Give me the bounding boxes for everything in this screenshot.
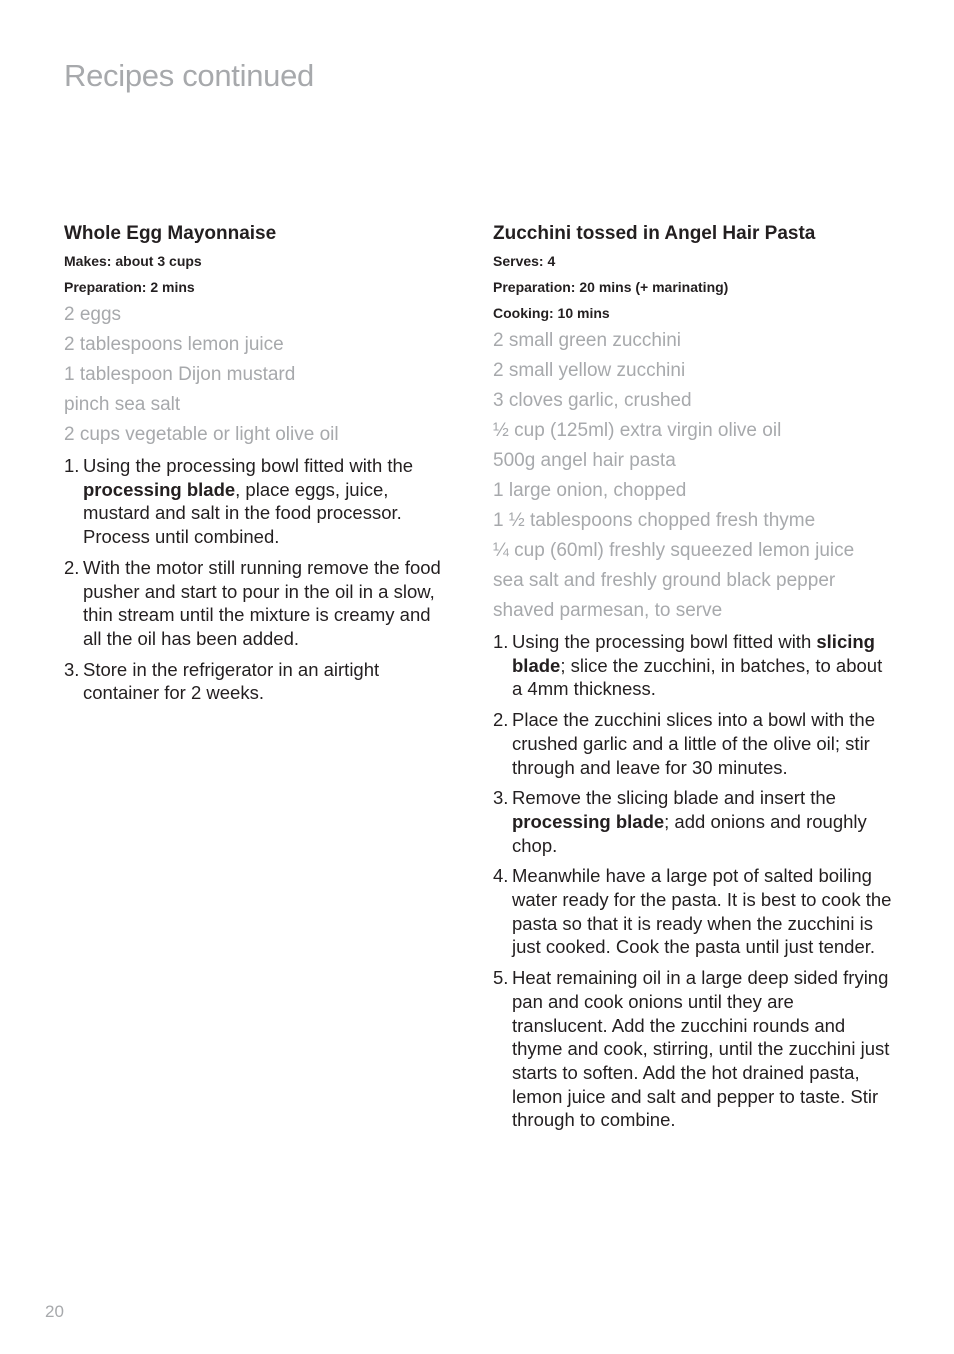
- method-steps: [493, 630, 893, 1132]
- recipe-prep-time: Preparation: 2 mins: [64, 279, 195, 295]
- step-text: Meanwhile have a large pot of salted boiling water ready for the pasta. It is best to cook the pasta so that it is ready when the zucchini is just cooked. Cook the pasta until just tender.: [512, 865, 892, 958]
- ingredient-item: shaved parmesan, to serve: [493, 600, 723, 621]
- recipe-yield: Makes: about 3 cups: [64, 253, 202, 269]
- method-step: [493, 786, 893, 857]
- step-number: 3.: [493, 787, 509, 809]
- step-number: 5.: [493, 967, 509, 989]
- ingredient-item: ½ cup (125ml) extra virgin olive oil: [493, 420, 782, 441]
- ingredient-list: [493, 326, 893, 626]
- method-step: [64, 658, 449, 705]
- recipe-prep-time: Preparation: 20 mins (+ marinating): [493, 279, 729, 295]
- ingredient-item: 1 tablespoon Dijon mustard: [64, 364, 296, 385]
- step-text: ; add onions and roughly chop.: [512, 810, 867, 856]
- step-text: With the motor still running remove the food pusher and start to pour in the oil in a slow, thin stream until the mixture is creamy and all the oil has been added.: [83, 556, 441, 649]
- step-text: Store in the refrigerator in an airtight container for 2 weeks.: [83, 658, 380, 704]
- page-title: Recipes continued: [64, 58, 314, 93]
- method-step: [64, 454, 449, 549]
- method-step: [493, 966, 893, 1132]
- ingredient-item: 2 cups vegetable or light olive oil: [64, 424, 339, 445]
- recipe-whole-egg-mayonnaise: [64, 222, 449, 712]
- step-text: Using the processing bowl fitted with: [512, 631, 817, 652]
- recipe-title: Whole Egg Mayonnaise: [64, 223, 277, 244]
- page-number: 20: [45, 1302, 64, 1321]
- ingredient-item: 2 tablespoons lemon juice: [64, 334, 284, 355]
- ingredient-item: sea salt and freshly ground black pepper: [493, 570, 836, 591]
- step-number: 4.: [493, 865, 509, 887]
- step-number: 1.: [493, 631, 509, 652]
- ingredient-item: 3 cloves garlic, crushed: [493, 390, 692, 411]
- step-number: 2.: [64, 556, 80, 578]
- method-step: [493, 708, 893, 779]
- recipe-serves: Serves: 4: [493, 253, 556, 269]
- step-text: Heat remaining oil in a large deep sided frying pan and cook onions until they are translucent. Add the zucchini rounds and thyme and cook, stirring, until the zucchini just starts to soften. Add the hot drained pasta, lemon juice and salt and pepper to taste. Stir through to combine.: [512, 967, 890, 1131]
- ingredient-item: 2 small green zucchini: [493, 330, 681, 351]
- ingredient-item: 1 large onion, chopped: [493, 480, 687, 501]
- recipe-cook-time: Cooking: 10 mins: [493, 305, 610, 321]
- step-text: , place eggs, juice, mustard and salt in the food processor. Process until combined.: [83, 478, 402, 548]
- recipe-zucchini-angel-hair-pasta: [493, 222, 893, 1139]
- method-step: [64, 556, 449, 651]
- recipe-title: Zucchini tossed in Angel Hair Pasta: [493, 223, 816, 244]
- step-text: Remove the slicing blade and insert the: [512, 787, 836, 809]
- ingredient-item: 1 ½ tablespoons chopped fresh thyme: [493, 510, 816, 531]
- method-step: [493, 864, 893, 959]
- step-number: 1.: [64, 455, 80, 476]
- ingredient-item: 500g angel hair pasta: [493, 450, 676, 471]
- ingredient-item: 2 small yellow zucchini: [493, 360, 686, 381]
- method-steps: [64, 454, 449, 705]
- ingredient-list: [64, 300, 449, 450]
- step-number: 3.: [64, 658, 80, 680]
- step-text: Place the zucchini slices into a bowl with the crushed garlic and a little of the olive oil; stir through and leave for 30 minutes.: [512, 709, 875, 778]
- ingredient-item: 2 eggs: [64, 304, 122, 325]
- step-number: 2.: [493, 709, 509, 731]
- ingredient-item: pinch sea salt: [64, 394, 181, 415]
- step-text: ; slice the zucchini, in batches, to about a 4mm thickness.: [512, 654, 883, 700]
- step-text-bold: processing blade: [512, 810, 665, 832]
- step-text: Using the processing bowl fitted with the: [83, 455, 414, 476]
- step-text-bold: processing blade: [83, 478, 236, 500]
- ingredient-item: ¼ cup (60ml) freshly squeezed lemon juice: [493, 540, 855, 561]
- method-step: [493, 630, 893, 701]
- step-text-bold: slicing blade: [512, 631, 875, 676]
